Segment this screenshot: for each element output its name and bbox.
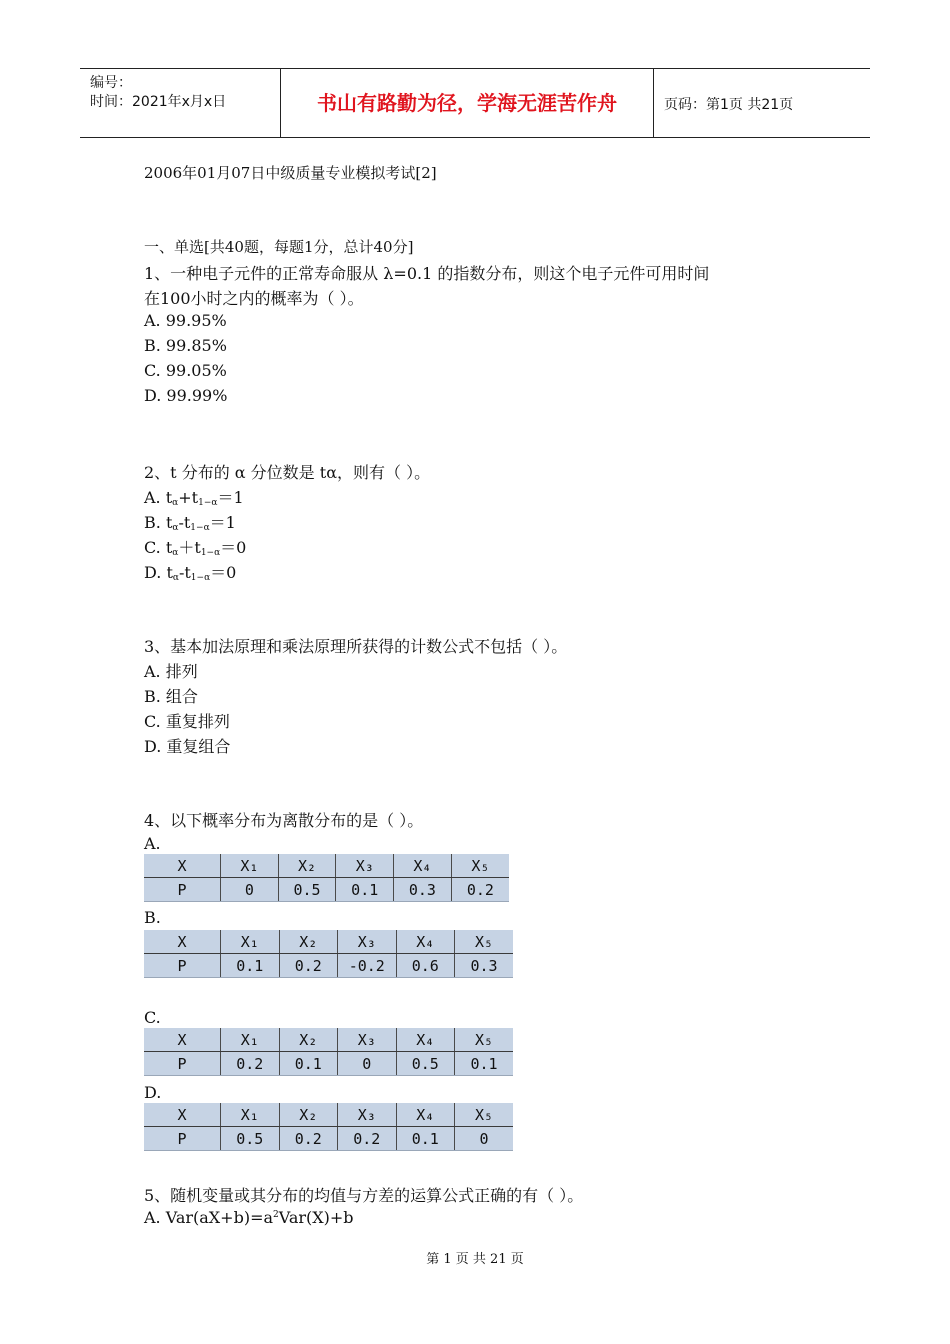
- formula-part: t: [165, 488, 173, 507]
- formula-part: 1−α: [190, 523, 210, 533]
- q2-option-d: [144, 560, 236, 583]
- table-cell: 0.1: [279, 1052, 338, 1076]
- doc-title: 2006年01月07日中级质量专业模拟考试[2]: [144, 164, 437, 182]
- table-cell: X₄: [394, 854, 452, 878]
- q4-option-c-label: C.: [144, 1008, 161, 1027]
- formula-part: α: [172, 548, 179, 558]
- formula-part: ＝1: [209, 513, 236, 532]
- q1-option-d: D. 99.99%: [144, 386, 228, 405]
- table-cell: 0.2: [338, 1127, 397, 1151]
- table-cell: X₁: [221, 1028, 280, 1052]
- table-cell: X₃: [338, 930, 397, 954]
- q4-option-b-label: B.: [144, 908, 161, 927]
- table-cell: 0.3: [455, 954, 514, 978]
- section-heading: 一、单选[共40题，每题1分，总计40分]: [144, 238, 414, 256]
- q4-option-a-label: A.: [144, 834, 161, 853]
- table-cell: 0.2: [279, 954, 338, 978]
- q2-option-c: [144, 535, 246, 558]
- table-cell: 0: [455, 1127, 514, 1151]
- page-info: 页码：第1页 共21页: [664, 97, 794, 113]
- table-cell: 0: [221, 878, 279, 902]
- table-cell: 0.5: [221, 1127, 280, 1151]
- table-cell: X₅: [455, 930, 514, 954]
- formula-part: 2: [273, 1210, 279, 1220]
- table-cell: X₃: [338, 1103, 397, 1127]
- table-cell: X: [144, 1103, 221, 1127]
- q3-option-d: D. 重复组合: [144, 737, 231, 756]
- q3-option-b: B. 组合: [144, 687, 198, 706]
- formula-part: A.: [144, 488, 161, 507]
- table-cell: X₅: [451, 854, 509, 878]
- table-cell: X: [144, 1028, 221, 1052]
- formula-part: ＝0: [210, 563, 237, 582]
- q4-table-a: [144, 854, 509, 902]
- header-table: [80, 68, 870, 138]
- table-cell: X₂: [279, 1103, 338, 1127]
- header-motto-cell: [281, 69, 654, 137]
- q1-stem-line1: 1、一种电子元件的正常寿命服从 λ=0.1 的指数分布，则这个电子元件可用时间: [144, 264, 710, 283]
- formula-part: t: [166, 563, 173, 582]
- header-right-cell: [654, 69, 870, 137]
- table-cell: X₅: [455, 1103, 514, 1127]
- q5-stem: 5、随机变量或其分布的均值与方差的运算公式正确的有（ ）。: [144, 1186, 584, 1205]
- table-cell: 0.1: [221, 954, 280, 978]
- formula-part: α: [172, 523, 179, 533]
- time-label: 时间：2021年x月x日: [90, 94, 227, 110]
- formula-part: C.: [144, 538, 161, 557]
- q5-option-a: [144, 1208, 354, 1227]
- table-cell: 0.2: [221, 1052, 280, 1076]
- table-cell: P: [144, 878, 221, 902]
- table-cell: P: [144, 1127, 221, 1151]
- table-cell: X₄: [396, 930, 455, 954]
- table-cell: X₅: [455, 1028, 514, 1052]
- table-cell: P: [144, 1052, 221, 1076]
- table-cell: X: [144, 854, 221, 878]
- formula-part: B.: [144, 513, 161, 532]
- q1-option-b: B. 99.85%: [144, 336, 227, 355]
- table-cell: X: [144, 930, 221, 954]
- table-cell: X₃: [336, 854, 394, 878]
- table-cell: 0.1: [455, 1052, 514, 1076]
- formula-part: α: [172, 498, 179, 508]
- table-cell: P: [144, 954, 221, 978]
- table-cell: 0.1: [336, 878, 394, 902]
- motto: 书山有路勤为径，学海无涯苦作舟: [317, 91, 617, 115]
- table-cell: X₁: [221, 854, 279, 878]
- table-cell: 0.3: [394, 878, 452, 902]
- q3-option-c: C. 重复排列: [144, 712, 230, 731]
- table-cell: 0.1: [396, 1127, 455, 1151]
- table-cell: 0: [338, 1052, 397, 1076]
- header-left-cell: [80, 69, 281, 137]
- formula-part: 1−α: [200, 548, 221, 558]
- q4-table-d: [144, 1103, 513, 1151]
- q4-table-b: [144, 930, 513, 978]
- formula-part: ＋t: [178, 538, 201, 557]
- formula-part: -t: [178, 513, 191, 532]
- table-cell: 0.2: [451, 878, 509, 902]
- formula-part: 1−α: [190, 573, 211, 583]
- q2-option-a: [144, 485, 244, 508]
- q1-option-a: A. 99.95%: [144, 311, 227, 330]
- table-cell: -0.2: [338, 954, 397, 978]
- q1-stem-line2: 在100小时之内的概率为（ ）。: [144, 289, 364, 308]
- formula-part: ＝1: [217, 488, 244, 507]
- table-cell: X₂: [279, 930, 338, 954]
- formula-part: t: [165, 513, 173, 532]
- formula-part: +t: [178, 488, 199, 507]
- page-footer: 第 1 页 共 21 页: [426, 1252, 524, 1267]
- formula-part: t: [165, 538, 173, 557]
- table-cell: X₂: [279, 1028, 338, 1052]
- table-cell: X₁: [221, 930, 280, 954]
- formula-part: α: [172, 573, 179, 583]
- formula-part: A. Var(aX+b)=a: [144, 1208, 274, 1227]
- q4-table-c: [144, 1028, 513, 1076]
- formula-part: -t: [178, 563, 191, 582]
- table-cell: X₁: [221, 1103, 280, 1127]
- q1-option-c: C. 99.05%: [144, 361, 227, 380]
- number-label: 编号：: [90, 75, 132, 91]
- table-cell: 0.6: [396, 954, 455, 978]
- formula-part: 1−α: [198, 498, 218, 508]
- q2-option-b: [144, 510, 236, 533]
- table-cell: X₂: [278, 854, 336, 878]
- table-cell: 0.2: [279, 1127, 338, 1151]
- q4-stem: 4、以下概率分布为离散分布的是（ ）。: [144, 811, 424, 830]
- table-cell: 0.5: [396, 1052, 455, 1076]
- q2-stem: 2、t 分布的 α 分位数是 tα，则有（ ）。: [144, 463, 431, 482]
- formula-part: Var(X)+b: [278, 1208, 354, 1227]
- table-cell: X₄: [396, 1028, 455, 1052]
- table-cell: 0.5: [278, 878, 336, 902]
- table-cell: X₄: [396, 1103, 455, 1127]
- formula-part: D.: [144, 563, 162, 582]
- q4-option-d-label: D.: [144, 1083, 162, 1102]
- formula-part: ＝0: [220, 538, 247, 557]
- table-cell: X₃: [338, 1028, 397, 1052]
- q3-option-a: A. 排列: [144, 662, 198, 681]
- q3-stem: 3、基本加法原理和乘法原理所获得的计数公式不包括（ ）。: [144, 637, 568, 656]
